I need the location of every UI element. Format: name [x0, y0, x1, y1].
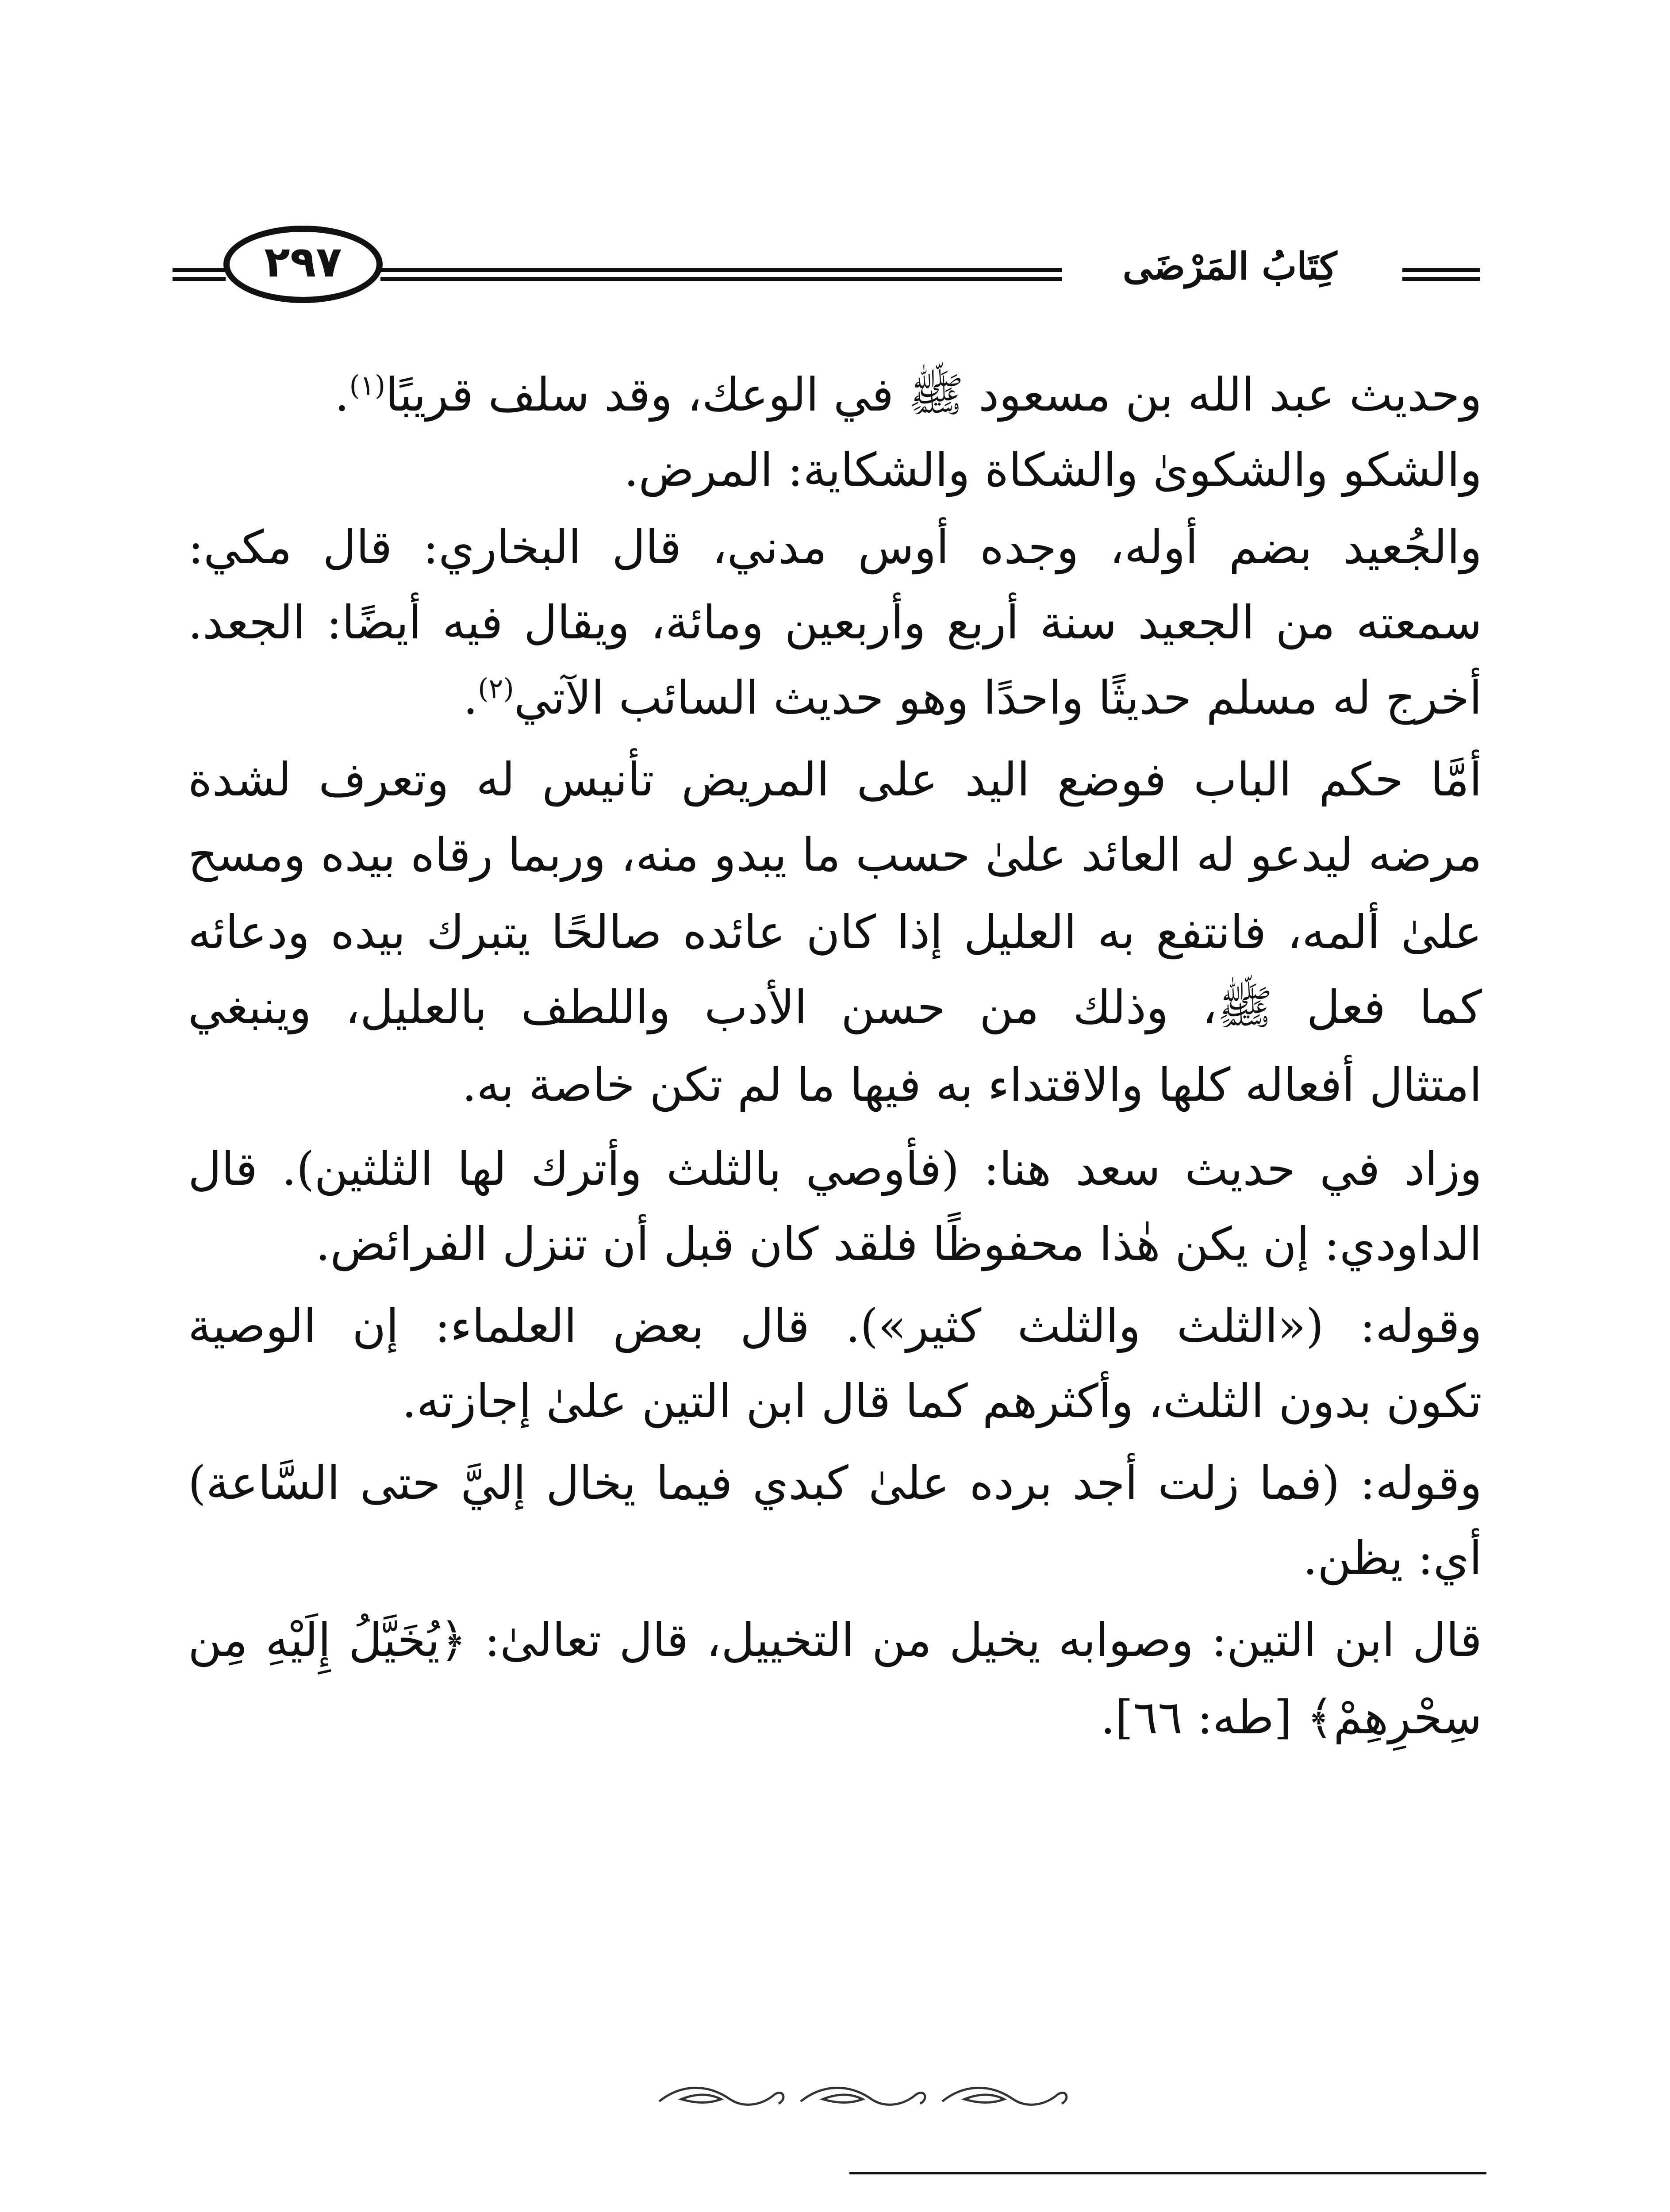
header-rule-right-lower	[1402, 277, 1480, 281]
text-line: كما فعل ﷺ، وذلك من حسن الأدب واللطف بالعليل، وينبغي	[188, 980, 1482, 1034]
text-line: وزاد في حديث سعد هنا: (فأوصي بالثلث وأترك لها الثلثين). قال	[188, 1142, 1482, 1196]
text-line: سمعته من الجعيد سنة أربع وأربعين ومائة، ويقال فيه أيضًا: الجعد.	[188, 595, 1482, 649]
header-rule-middle	[380, 268, 1062, 272]
section-ornament	[655, 2081, 1075, 2112]
text-line: وحديث عبد الله بن مسعود ﷺ في الوعك، وقد سلف قريبًا$^{(١)}$.	[334, 368, 1482, 422]
text-line: أمَّا حكم الباب فوضع اليد على المريض تأنيس له وتعرف لشدة	[188, 753, 1482, 806]
text-line: تكون بدون الثلث، وأكثرهم كما قال ابن التين علىٰ إجازته.	[402, 1374, 1482, 1428]
text-line: أي: يظن.	[1303, 1531, 1482, 1585]
book-title: كِتَابُ المَرْضَى	[1122, 244, 1337, 288]
text-line: امتثال أفعاله كلها والاقتداء به فيها ما لم تكن خاصة به.	[462, 1058, 1482, 1112]
header-rule-right	[1402, 268, 1480, 272]
text-line: قال ابن التين: وصوابه يخيل من التخييل، قال تعالىٰ: ﴿يُخَيَّلُ إِلَيْهِ مِن	[188, 1613, 1482, 1667]
header-rule-left-lower	[173, 277, 226, 281]
header-rule-left	[173, 268, 226, 272]
text-line: أخرج له مسلم حديثًا واحدًا وهو حديث السائب الآتي$^{(٢)}$.	[463, 671, 1482, 725]
text-line: والجُعيد بضم أوله، وجده أوس مدني، قال البخاري: قال مكي:	[188, 520, 1482, 574]
footnote-separator	[849, 2172, 1486, 2174]
text-line: الداودي: إن يكن هٰذا محفوظًا فلقد كان قبل أن تنزل الفرائض.	[315, 1217, 1482, 1271]
footnote-ref: (١)	[349, 369, 386, 402]
page-number: ٢٩٧	[264, 237, 342, 287]
text-line: وقوله: (فما زلت أجد برده علىٰ كبدي فيما يخال إليَّ حتى السَّاعة)	[188, 1456, 1482, 1510]
text-line: وقوله: («الثلث والثلث كثير»). قال بعض العلماء: إن الوصية	[188, 1299, 1482, 1353]
text-line: سِحْرِهِمْ﴾ [طه: ٦٦].	[1100, 1690, 1482, 1744]
text-line: علىٰ ألمه، فانتفع به العليل إذا كان عائده صالحًا يتبرك بيده ودعائه	[188, 905, 1482, 959]
text-line: مرضه ليدعو له العائد علىٰ حسب ما يبدو منه، وربما رقاه بيده ومسح	[188, 828, 1482, 882]
text-line: والشكو والشكوىٰ والشكاة والشكاية: المرض.	[624, 443, 1482, 497]
footnote-ref: (٢)	[478, 672, 514, 705]
header-rule-middle-lower	[380, 277, 1062, 281]
